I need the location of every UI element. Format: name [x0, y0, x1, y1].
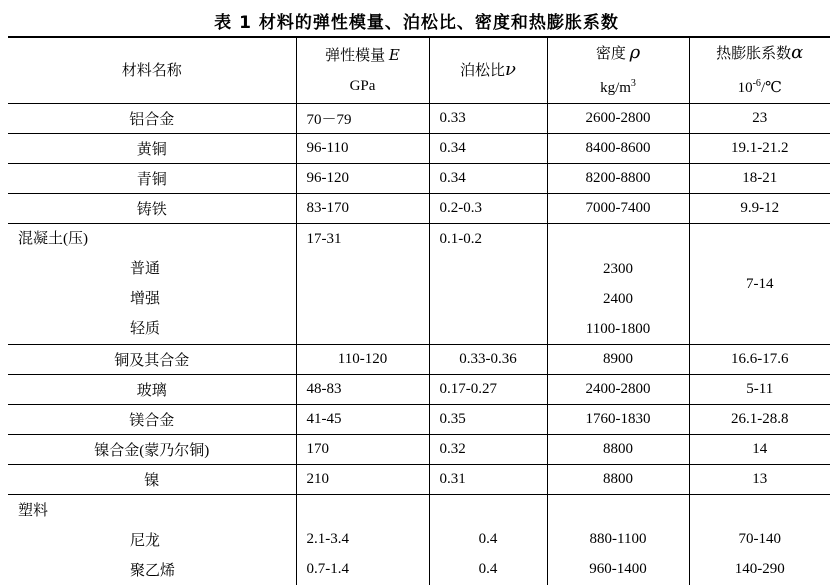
- subtype-name: 聚乙烯: [130, 563, 176, 579]
- elastic-modulus-value: 96-110: [296, 134, 429, 164]
- thermal-value: 140-290: [689, 555, 830, 585]
- table-row: [8, 405, 830, 435]
- elastic-modulus-value: 170: [296, 435, 429, 465]
- density-value: 2400: [603, 291, 633, 307]
- thermal-value: 7-14: [689, 224, 830, 345]
- thermal-value: 13: [689, 465, 830, 495]
- header-elastic-modulus: 弹性模量 E GPa: [296, 37, 429, 104]
- poisson-value: 0.32: [429, 435, 547, 465]
- poisson-value: 0.4: [429, 555, 547, 585]
- material-name: 铝合金: [129, 112, 175, 128]
- poisson-value: 0.2-0.3: [429, 194, 547, 224]
- elastic-modulus-value: 41-45: [296, 405, 429, 435]
- elastic-modulus-value: 2.1-3.4: [296, 525, 429, 555]
- table-row: [8, 375, 830, 405]
- poisson-value: 0.33: [429, 104, 547, 134]
- header-thermal-expansion: 热膨胀系数α $10^{-6}/℃$: [689, 37, 830, 104]
- elastic-modulus-value: 96-120: [296, 164, 429, 194]
- elastic-modulus-value: 110-120: [296, 345, 429, 375]
- header-row: [8, 37, 830, 104]
- density-value-group: [547, 224, 689, 345]
- density-value: 2600-2800: [547, 104, 689, 134]
- density-value: 1760-1830: [547, 405, 689, 435]
- subtype-name: 增强: [130, 291, 161, 307]
- table-row-plastics-header: [8, 495, 830, 525]
- thermal-value: 23: [689, 104, 830, 134]
- poisson-value: 0.34: [429, 164, 547, 194]
- elastic-modulus-value: 17-31: [296, 224, 429, 345]
- poisson-value: 0.34: [429, 134, 547, 164]
- poisson-value: 0.35: [429, 405, 547, 435]
- thermal-value: 18-21: [689, 164, 830, 194]
- elastic-modulus-value: 210: [296, 465, 429, 495]
- materials-table: [8, 36, 830, 585]
- density-value: 1100-1800: [585, 321, 651, 337]
- poisson-value: 0.17-0.27: [429, 375, 547, 405]
- subtype-name: 轻质: [130, 321, 161, 337]
- subtype-name: 尼龙: [130, 533, 161, 549]
- density-value: 960-1400: [547, 555, 689, 585]
- table-row-concrete: [8, 224, 830, 345]
- table-row: [8, 465, 830, 495]
- density-value: 8800: [547, 465, 689, 495]
- table-caption: 表 1 材料的弹性模量、泊松比、密度和热膨胀系数: [214, 13, 619, 33]
- density-value: 2300: [603, 261, 633, 277]
- table-row: [8, 104, 830, 134]
- elastic-modulus-value: 0.7-1.4: [296, 555, 429, 585]
- group-name: 塑料: [18, 503, 49, 520]
- header-poisson-ratio: 泊松比ν: [429, 37, 547, 104]
- poisson-value: 0.33-0.36: [429, 345, 547, 375]
- material-name: 镁合金: [129, 413, 175, 429]
- poisson-value: 0.31: [429, 465, 547, 495]
- group-name: 混凝土(压): [18, 231, 88, 247]
- material-name: 铜及其合金: [114, 353, 190, 369]
- density-value: 8800: [547, 435, 689, 465]
- table-row: [8, 525, 830, 555]
- elastic-modulus-value: 70－79: [296, 104, 429, 134]
- table-row: [8, 164, 830, 194]
- material-name: 玻璃: [136, 383, 167, 399]
- elastic-modulus-value: 48-83: [296, 375, 429, 405]
- material-name: 铸铁: [136, 202, 167, 218]
- table-row: [8, 345, 830, 375]
- poisson-value: 0.1-0.2: [429, 224, 547, 345]
- header-density: 密度 ρ $kg/m^3$: [547, 37, 689, 104]
- table-row: [8, 555, 830, 585]
- subtype-name: 普通: [130, 261, 161, 277]
- density-value: 8400-8600: [547, 134, 689, 164]
- table-row: [8, 435, 830, 465]
- material-name: 青铜: [136, 172, 167, 188]
- material-name: 黄铜: [136, 142, 167, 158]
- thermal-value: 70-140: [689, 525, 830, 555]
- thermal-value: 19.1-21.2: [689, 134, 830, 164]
- density-value: 2400-2800: [547, 375, 689, 405]
- density-value: 8200-8800: [547, 164, 689, 194]
- thermal-value: 9.9-12: [689, 194, 830, 224]
- thermal-value: 26.1-28.8: [689, 405, 830, 435]
- table-row: [8, 134, 830, 164]
- thermal-value: 16.6-17.6: [689, 345, 830, 375]
- density-value: 880-1100: [547, 525, 689, 555]
- material-name: 镍: [144, 473, 160, 489]
- material-name: 镍合金(蒙乃尔铜): [94, 443, 210, 459]
- elastic-modulus-value: 83-170: [296, 194, 429, 224]
- density-value: 7000-7400: [547, 194, 689, 224]
- header-name: 材料名称: [121, 62, 182, 79]
- poisson-value: 0.4: [429, 525, 547, 555]
- density-value: 8900: [547, 345, 689, 375]
- material-name-group: [8, 224, 296, 345]
- table-row: [8, 194, 830, 224]
- thermal-value: 5-11: [689, 375, 830, 405]
- thermal-value: 14: [689, 435, 830, 465]
